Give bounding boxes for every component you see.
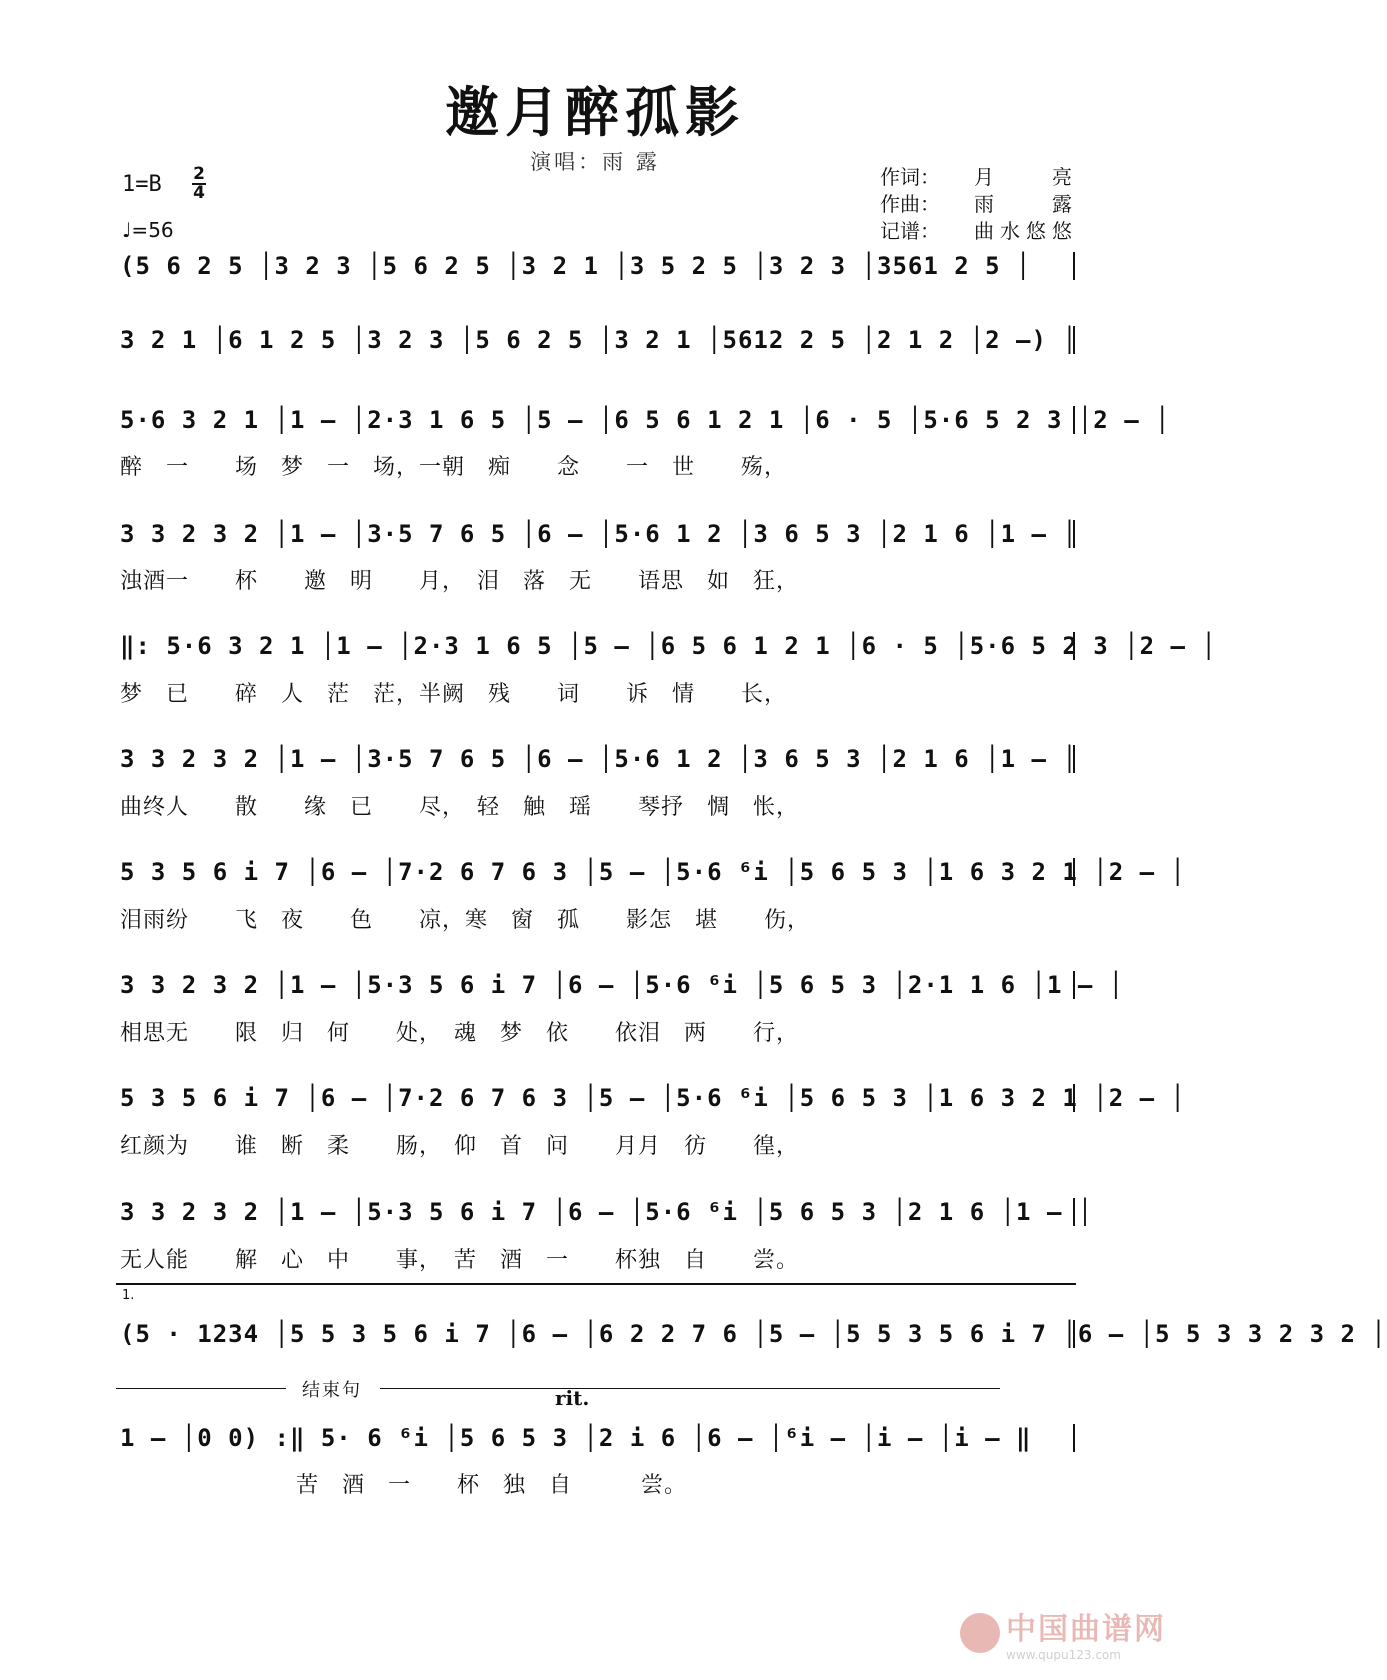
- notation-line: 1 – │0 0) :‖ 5· 6 ⁶i │5 6 5 3 │2 i 6 │6 – │⁶i – │i – │i – ‖: [120, 1424, 1075, 1452]
- notation-line: (5 · 1234 │5 5 3 5 6 i 7 │6 – │6 2 2 7 6 │5 – │5 5 3 5 6 i 7 │6 – │5 5 3 3 2 3 2 │: [120, 1320, 1387, 1348]
- credit-label: 记谱：: [880, 219, 940, 243]
- credit-transcriber: [880, 218, 1074, 245]
- credit-value: 月 亮: [974, 165, 1074, 189]
- lyric-line: 相思无 限 归 何 处， 魂 梦 依 依泪 两 行，: [120, 1021, 800, 1046]
- notation-line: 3 2 1 │6 1 2 5 │3 2 3 │5 6 2 5 │3 2 1 │5612 2 5 │2 1 2 │2 –) │: [120, 326, 1078, 354]
- lyric-line: 苦 酒 一 杯 独 自 尝。: [296, 1473, 688, 1498]
- watermark-url: www.qupu123.com: [1006, 1648, 1121, 1662]
- lyric-line: 梦 已 碎 人 茫 茫，半阙 残 词 诉 情 长，: [120, 682, 788, 707]
- key-signature: 1=B: [122, 172, 162, 197]
- watermark-text: 中国曲谱网: [1006, 1612, 1166, 1647]
- lyric-line: 泪雨纷 飞 夜 色 凉，寒 窗 孤 影怎 堪 伤，: [120, 908, 811, 933]
- watermark-logo-icon: [960, 1613, 1000, 1653]
- credit-label: 作曲：: [880, 192, 940, 216]
- credits-block: [880, 164, 1074, 245]
- credit-lyricist: [880, 164, 1074, 191]
- ending-label: 结束句: [302, 1380, 362, 1401]
- notation-line: (5 6 2 5 │3 2 3 │5 6 2 5 │3 2 1 │3 5 2 5 │3 2 3 │3561 2 5 │: [120, 252, 1075, 280]
- lyric-line: 浊酒一 杯 邀 明 月， 泪 落 无 语思 如 狂，: [120, 569, 800, 594]
- credit-label: 作词：: [880, 165, 940, 189]
- time-signature-top: 2: [193, 164, 205, 184]
- ending-bracket: [380, 1388, 1000, 1389]
- notation-line: 5·6 3 2 1 │1 – │2·3 1 6 5 │5 – │6 5 6 1 2 1 │6 · 5 │5·6 5 2 3 │2 – │: [120, 406, 1171, 434]
- credit-value: 曲水悠悠: [974, 219, 1074, 243]
- notation-line: ‖: 5·6 3 2 1 │1 – │2·3 1 6 5 │5 – │6 5 6 1 2 1 │6 · 5 │5·6 5 2 3 │2 – │: [120, 632, 1217, 660]
- rit-marking: rit.: [555, 1386, 590, 1410]
- notation-line: 3 3 2 3 2 │1 – │3·5 7 6 5 │6 – │5·6 1 2 │3 6 5 3 │2 1 6 │1 – │: [120, 520, 1078, 548]
- notation-line: 3 3 2 3 2 │1 – │5·3 5 6 i 7 │6 – │5·6 ⁶i │5 6 5 3 │2·1 1 6 │1 – │: [120, 971, 1125, 999]
- time-signature-bottom: 4: [193, 183, 205, 203]
- tempo-marking: ♩=56: [122, 218, 174, 242]
- credit-value: 雨 露: [974, 192, 1074, 216]
- notation-line: 5 3 5 6 i 7 │6 – │7·2 6 7 6 3 │5 – │5·6 ⁶i │5 6 5 3 │1 6 3 2 1 │2 – │: [120, 1084, 1186, 1112]
- notation-line: 3 3 2 3 2 │1 – │3·5 7 6 5 │6 – │5·6 1 2 │3 6 5 3 │2 1 6 │1 – │: [120, 745, 1078, 773]
- notation-line: 5 3 5 6 i 7 │6 – │7·2 6 7 6 3 │5 – │5·6 ⁶i │5 6 5 3 │1 6 3 2 1 │2 – │: [120, 858, 1186, 886]
- lyric-line: 无人能 解 心 中 事， 苦 酒 一 杯独 自 尝。: [120, 1248, 800, 1273]
- volta-bracket: [116, 1283, 1076, 1285]
- lyric-line: 醉 一 场 梦 一 场，一朝 痴 念 一 世 殇，: [120, 455, 788, 480]
- song-title: 邀月醉孤影: [445, 80, 745, 144]
- volta-number: 1.: [122, 1288, 135, 1303]
- separator-line: [116, 1388, 286, 1389]
- lyric-line: 曲终人 散 缘 已 尽， 轻 触 瑶 琴抒 惆 怅，: [120, 795, 800, 820]
- credit-composer: [880, 191, 1074, 218]
- site-watermark: [960, 1604, 1166, 1662]
- singer-credit: 演唱：雨 露: [530, 150, 660, 174]
- lyric-line: 红颜为 谁 断 柔 肠， 仰 首 问 月月 彷 徨，: [120, 1134, 800, 1159]
- time-signature: [192, 166, 206, 202]
- notation-line: 3 3 2 3 2 │1 – │5·3 5 6 i 7 │6 – │5·6 ⁶i │5 6 5 3 │2 1 6 │1 – │: [120, 1198, 1094, 1226]
